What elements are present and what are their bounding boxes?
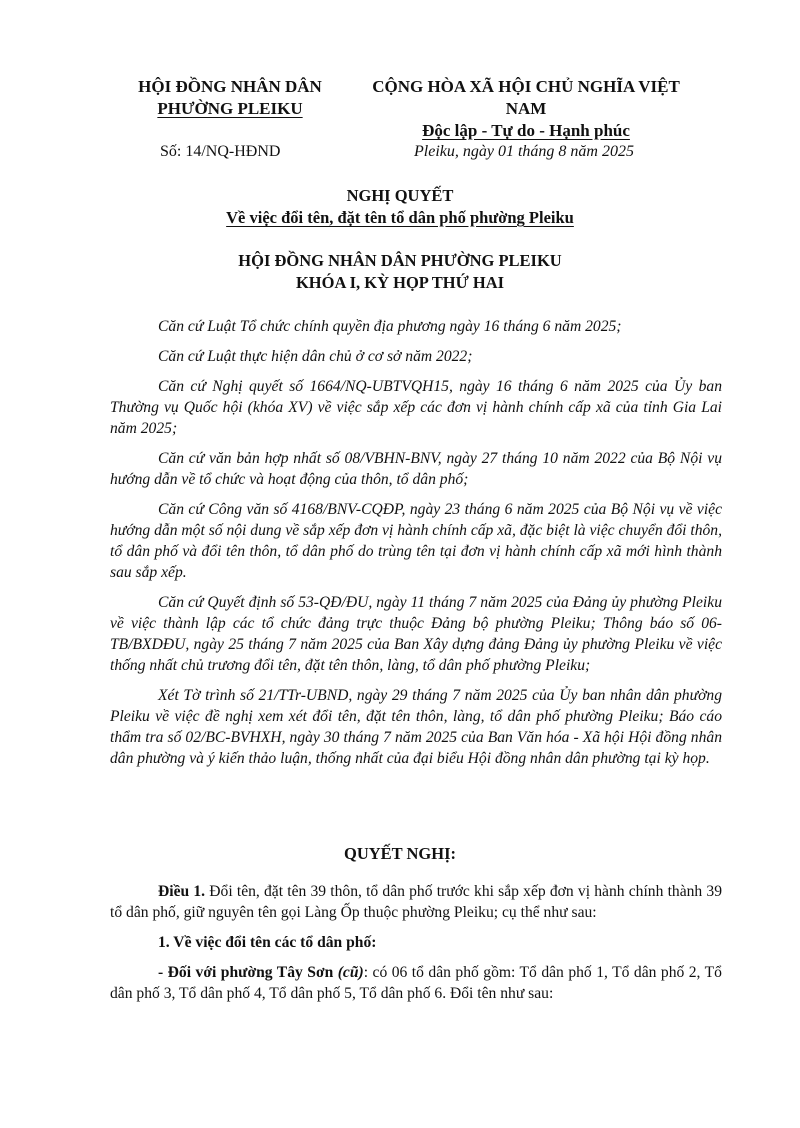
- item-1: [110, 962, 722, 1004]
- decision-heading: QUYẾT NGHỊ:: [343, 844, 456, 863]
- agency-line-2: PHƯỜNG PLEIKU: [157, 99, 303, 118]
- basis-paragraph: Căn cứ Luật thực hiện dân chủ ở cơ sở năm 2022;: [158, 348, 473, 365]
- council-line-2: KHÓA I, KỲ HỌP THỨ HAI: [295, 273, 505, 292]
- national-motto: [358, 76, 694, 142]
- council-line-1: HỘI ĐỒNG NHÂN DÂN PHƯỜNG PLEIKU: [238, 251, 562, 270]
- doc-subject: [60, 207, 740, 229]
- doc-type: NGHỊ QUYẾT: [346, 186, 454, 205]
- issuing-agency: [120, 76, 340, 120]
- decision-body: [110, 881, 722, 1013]
- legal-basis: [110, 316, 722, 778]
- article-1: [110, 881, 722, 923]
- nation-line-2: Độc lập - Tự do - Hạnh phúc: [422, 121, 630, 140]
- section-1-heading: 1. Về việc đổi tên các tổ dân phố:: [158, 934, 377, 951]
- basis-paragraph: Căn cứ Quyết định số 53-QĐ/ĐU, ngày 11 tháng 7 năm 2025 của Đảng ủy phường Pleiku về việc thành lập các tổ chức đảng trực thuộc Đảng bộ phường Pleiku; Thông báo số 06-TB/BXDĐU, ngày 25 tháng 7 năm 2025 của Ban Xây dựng đảng Đảng ủy phường Pleiku về việc thống nhất chủ trương đổi tên, đặt tên thôn, làng, tổ dân phố phường Pleiku;: [110, 594, 722, 674]
- document-title: [60, 185, 740, 229]
- item-1-lead: - Đối với phường Tây Sơn: [158, 964, 334, 981]
- item-1-text: : có 06 tổ dân phố gồm: Tổ dân phố 1, Tổ dân phố 2, Tổ dân phố 3, Tổ dân phố 4, Tổ dân phố 5, Tổ dân phố 6. Đổi tên như sau:: [110, 964, 722, 1002]
- basis-paragraph: Căn cứ Công văn số 4168/BNV-CQĐP, ngày 23 tháng 6 năm 2025 của Bộ Nội vụ về việc hướng dẫn một số nội dung về sắp xếp đơn vị hành chính cấp xã, đặc biệt là việc chuyển đổi thôn, tổ dân phố và đổi tên thôn, tổ dân phố do trùng tên tại đơn vị hành chính cấp xã mới hình thành sau sắp xếp.: [110, 501, 722, 581]
- document-number: Số: 14/NQ-HĐND: [160, 143, 281, 160]
- place-date: Pleiku, ngày 01 tháng 8 năm 2025: [414, 143, 634, 160]
- article-1-label: Điều 1.: [158, 883, 206, 900]
- agency-line-1: HỘI ĐỒNG NHÂN DÂN: [138, 77, 322, 96]
- nation-line-1: CỘNG HÒA XÃ HỘI CHỦ NGHĨA VIỆT NAM: [372, 77, 680, 118]
- council-heading: [60, 250, 740, 294]
- basis-paragraph: Căn cứ văn bản hợp nhất số 08/VBHN-BNV, ngày 27 tháng 10 năm 2022 của Bộ Nội vụ hướng dẫn về tổ chức và hoạt động của thôn, tổ dân phố;: [110, 450, 722, 488]
- doc-subject-text: Về việc đổi tên, đặt tên tổ dân phố phường Pleiku: [226, 208, 574, 227]
- basis-paragraph: Căn cứ Nghị quyết số 1664/NQ-UBTVQH15, ngày 16 tháng 6 năm 2025 của Ủy ban Thường vụ Quốc hội (khóa XV) về việc sắp xếp các đơn vị hành chính cấp xã của tỉnh Gia Lai năm 2025;: [110, 378, 722, 437]
- article-1-text: Đổi tên, đặt tên 39 thôn, tổ dân phố trước khi sắp xếp đơn vị hành chính thành 39 tổ dân phố, giữ nguyên tên gọi Làng Ốp thuộc phường Pleiku; cụ thể như sau:: [110, 883, 723, 921]
- basis-paragraph: Xét Tờ trình số 21/TTr-UBND, ngày 29 tháng 7 năm 2025 của Ủy ban nhân dân phường Pleiku về việc đề nghị xem xét đổi tên, đặt tên thôn, làng, tổ dân phố phường Pleiku; Báo cáo thẩm tra số 02/BC-BVHXH, ngày 30 tháng 7 năm 2025 của Ban Văn hóa - Xã hội Hội đồng nhân dân phường và ý kiến thảo luận, thống nhất của đại biểu Hội đồng nhân dân phường tại kỳ họp.: [110, 687, 722, 767]
- item-1-note: (cũ): [333, 964, 364, 981]
- basis-paragraph: Căn cứ Luật Tổ chức chính quyền địa phương ngày 16 tháng 6 năm 2025;: [158, 318, 622, 335]
